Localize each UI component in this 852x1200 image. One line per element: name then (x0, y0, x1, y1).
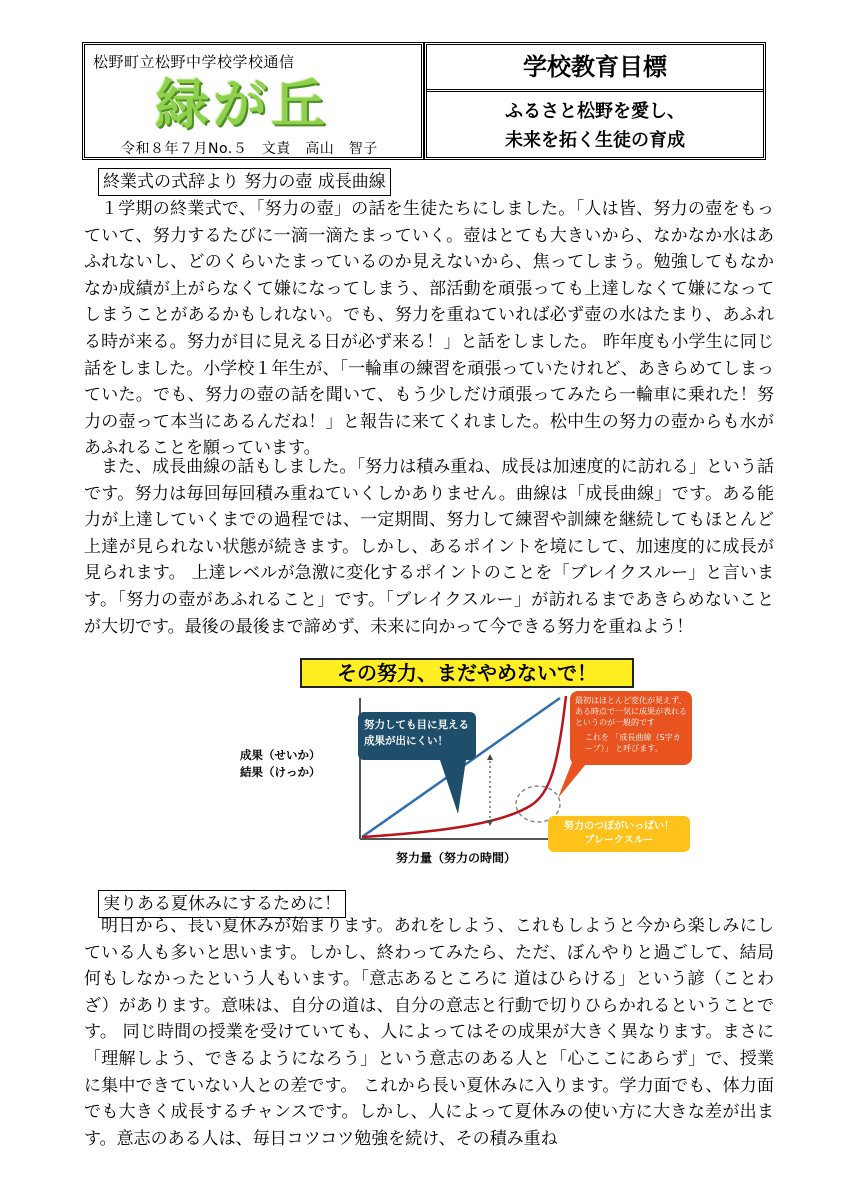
school-goal-box (424, 42, 766, 160)
figure-x-label: 努力量（努力の時間） (396, 851, 517, 865)
blue-bubble-tail (440, 760, 466, 814)
figure-banner: その努力、まだやめないで！ (300, 658, 634, 688)
goal-line-1: ふるさと松野を愛し、 (505, 101, 685, 122)
paragraph-effort-pot: １学期の終業式で、「努力の壺」の話を生徒たちにしました。「人は皆、努力の壺をもっていて、努力するたびに一滴一滴たまっていく。壺はとても大きいから、なかなか水はあふれないし、どのくらいたまっているのか見えないから、焦ってしまう。勉強してもなかなか成績が上がらなくて嫌になってしまう、部活動を頑張っても上達しなくて嫌になってしまうことがあるかもしれない。でも、努力を重ねていれば必ず壺の水はたまり、あふれる時が来る。努力が目に見える日が必ず来る！」と話をしました。 昨年度も小学生に同じ話をしました。小学校１年生が、「一輪車の練習を頑張っていたけれど、あきらめてしまっていた。でも、努力の壺の話を聞いて、もう少しだけ頑張ってみたら一輪車に乗れた！努力の壺って本当にあるんだね！」と報告に来てくれました。松中生の努力の壺からも水があふれることを願っています。 (84, 199, 774, 459)
orange-callout-text-2: これを 「成長曲線（S字カーブ）」 と呼びます。 (585, 733, 681, 753)
blue-callout: 努力しても目に見える成果が出にくい！ (358, 712, 476, 760)
newsletter-masthead (82, 42, 424, 160)
figure-y-label (240, 747, 321, 781)
goal-title: 学校教育目標 (427, 45, 763, 92)
paragraph-summer-break: 明日から、長い夏休みが始まります。あれをしよう、これもしようと今から楽しみにしている人も多いと思います。しかし、終わってみたら、ただ、ぼんやりと過ごして、結局何もしなかったという人もいます。「意志あるところに 道はひらける」という諺（ことわざ）があります。意味は、自分の道は、自分の意志と行動で切りひらかれるということです。 同じ時間の授業を受けていても、人によってはその成果が大きく異なります。まさに「理解しよう、できるようになろう」という意志のある人と「心ここにあらず」で、授業に集中できていない人との差です。 これから長い夏休みに入ります。学力面でも、体力面でも大きく成長するチャンスです。しかし、人によって夏休みの使い方に大きな差が出ます。意志のある人は、毎日コツコツ勉強を続け、その積み重ね (84, 916, 774, 1149)
yellow-callout (548, 816, 690, 852)
orange-callout (570, 691, 692, 765)
goal-line-2: 未来を拓く生徒の育成 (505, 130, 685, 151)
yellow-callout-text-2: ブレークスルー (584, 835, 654, 846)
gap-arrow-up (487, 754, 493, 760)
section-heading-summer: 実りある夏休みにするために！ (98, 890, 346, 918)
school-name: 松野町立松野中学校学校通信 (93, 53, 295, 71)
goal-text (427, 92, 763, 155)
growth-curve-figure (240, 656, 710, 866)
orange-callout-text-1: 最初はほとんど変化が見えず、ある時点で一気に成果が表れるというのが一般的です (575, 696, 687, 727)
gap-arrow-down (487, 820, 493, 826)
newsletter-logo: 緑が丘 (155, 73, 329, 136)
figure-y-label-2: 結果（けっか） (240, 765, 321, 779)
yellow-callout-text-1: 努力のつぼがいっぱい！ (564, 821, 674, 832)
issue-info: 令和８年７月No.５ 文責 高山 智子 (121, 141, 378, 157)
section-heading-effort: 終業式の式辞より 努力の壺 成長曲線 (98, 168, 391, 196)
figure-y-label-1: 成果（せいか） (240, 748, 321, 762)
paragraph-growth-curve: また、成長曲線の話もしました。「努力は積み重ね、成長は加速度的に訪れる」という話です。努力は毎回毎回積み重ねていくしかありません。曲線は「成長曲線」です。ある能力が上達していくまでの過程では、一定期間、努力して練習や訓練を継続してもほとんど上達が見られない状態が続きます。しかし、あるポイントを境にして、加速度的に成長が見られます。 上達レベルが急激に変化するポイントのことを「ブレイクスルー」と言います。「努力の壺があふれること」です。「ブレイクスルー」が訪れるまであきらめないことが大切です。最後の最後まで諦めず、未来に向かって今できる努力を重ねよう！ (84, 457, 774, 637)
